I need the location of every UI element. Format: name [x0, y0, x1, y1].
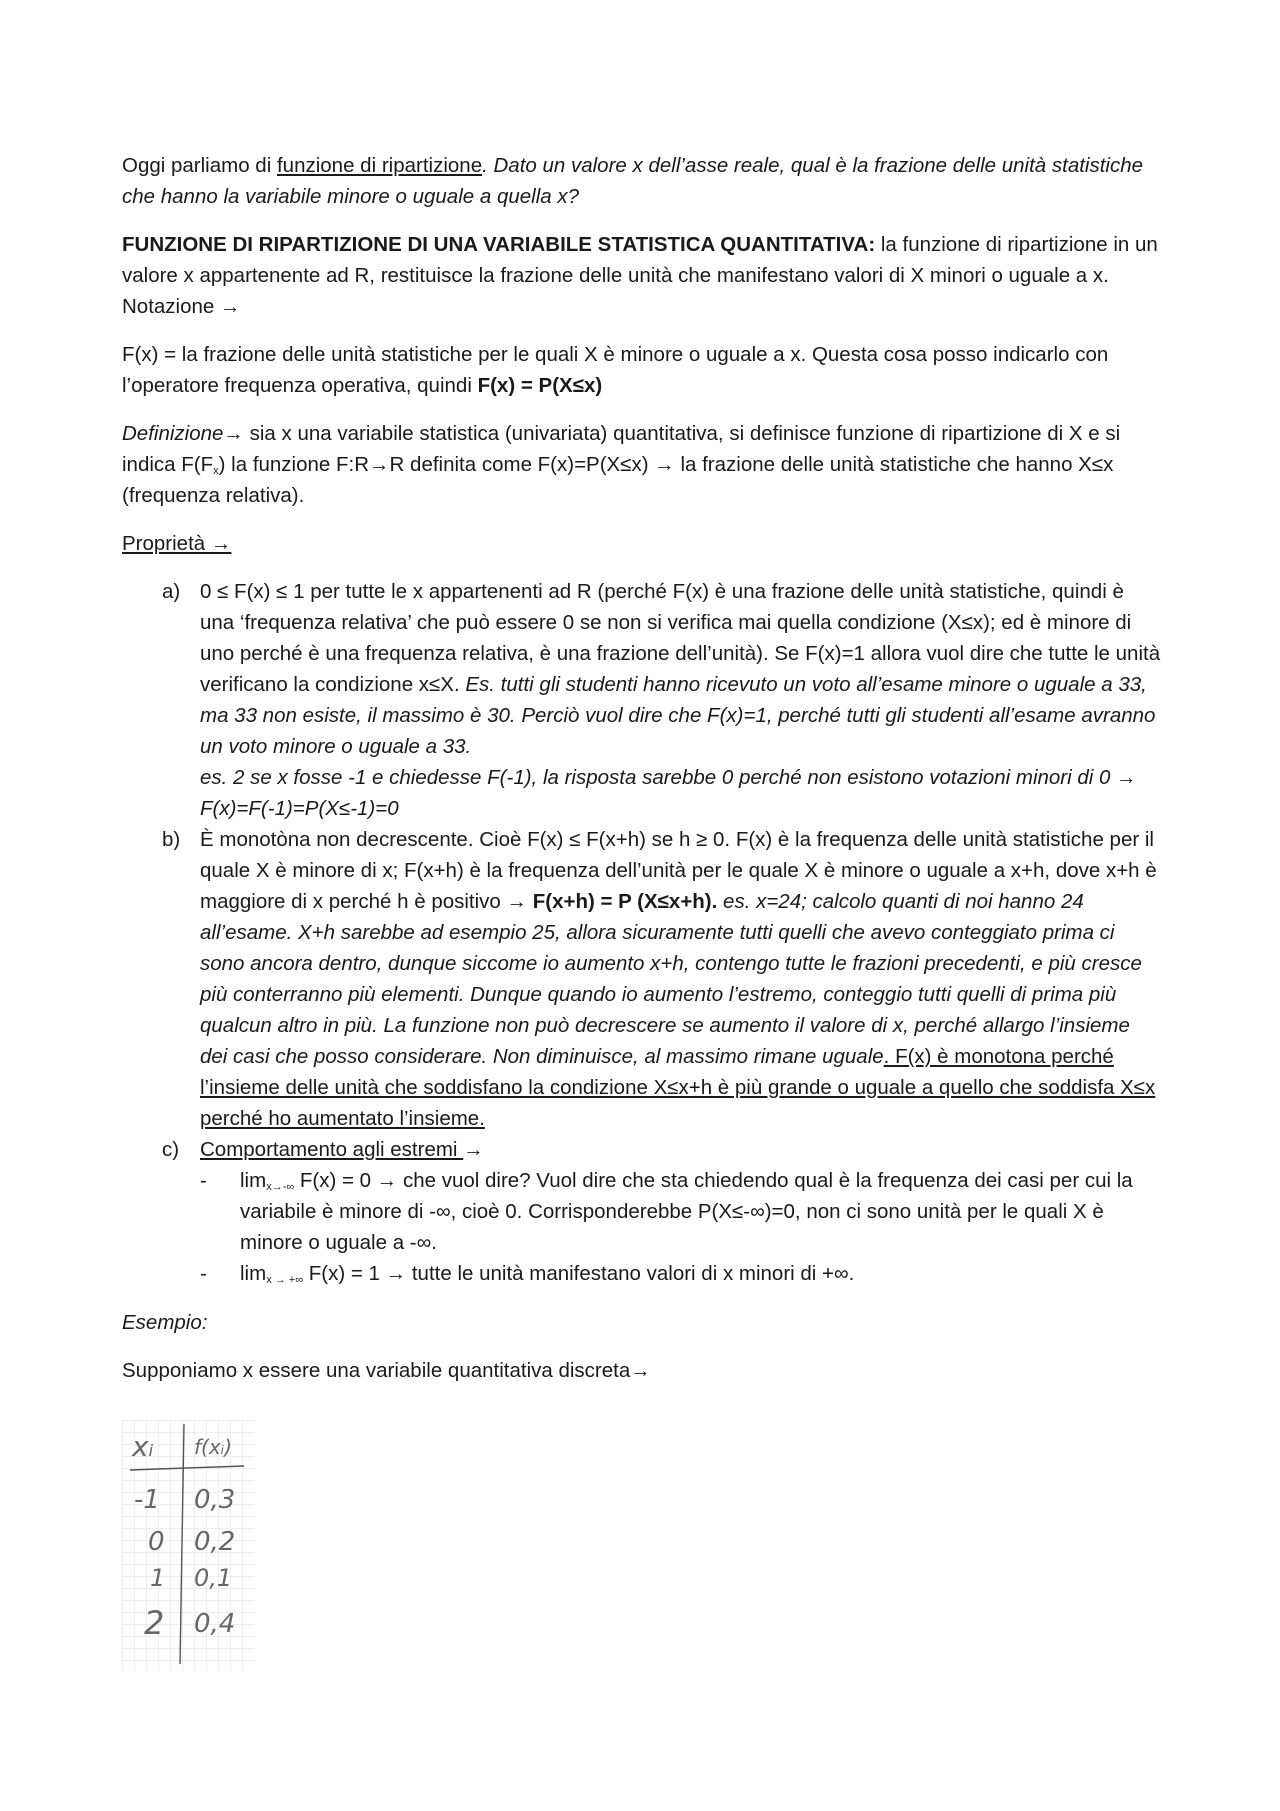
row-f-value: 0,4 [194, 1609, 236, 1639]
formal-definition-text-1: → sia x una variabile statistica (univariata) quantitativa, si definisce funzione di ripartizione di X e si indica F(F [122, 422, 1121, 476]
example-title: Esempio: [122, 1311, 208, 1334]
definition-text: la funzione di ripartizione in un valore x appartenente ad R, restituisce la frazione delle unità che manifestano valori di X minori o uguale a x. Notazione → [122, 233, 1158, 318]
property-b [122, 824, 1162, 1134]
example-intro-paragraph [122, 1355, 1162, 1386]
formal-definition-subscript: x [213, 465, 219, 477]
property-b-example: es. x=24; calcolo quanti di noi hanno 24 all’esame. X+h sarebbe ad esempio 25, allora sicuramente tutti quelli che avevo conteggiato prima ci sono ancora dentro, dunque siccome io aumento x+h, contengo tutte le frazioni precedenti, e più cresce più conterranno più elementi. Dunque quando io aumento l’estremo, conteggio tutti quelli di prima più qualcun altro in più. La funzione non può decrescere se aumento il valore di x, perché allargo l’insieme dei casi che posso considerare. Non diminuisce, al massimo rimane uguale [200, 890, 1142, 1068]
property-a-example-2: es. 2 se x fosse -1 e chiedesse F(-1), la risposta sarebbe 0 perché non esistono votazioni minori di 0 → F(x)=F(-1)=P(X≤-1)=0 [200, 766, 1137, 820]
header-x-label: xᵢ [132, 1430, 154, 1463]
definition-paragraph [122, 229, 1162, 322]
document-page [122, 150, 1162, 1403]
limit-subscript: x→-∞ [266, 1181, 295, 1193]
property-a-text: 0 ≤ F(x) ≤ 1 per tutte le x appartenenti ad R (perché F(x) è una frazione delle unità statistiche, quindi è una ‘frequenza relativa’ che può essere 0 se non si verifica mai quella condizione (X≤x); ed è minore di uno perché è una frequenza relativa, è una frazione dell’unità). Se F(x)=1 allora vuol dire che tutte le unità verificano la condizione x≤X. [200, 580, 1161, 696]
intro-term: funzione di ripartizione [276, 154, 483, 177]
properties-title: Proprietà → [122, 532, 232, 555]
header-f-label: f(xᵢ) [194, 1435, 233, 1459]
intro-paragraph [122, 150, 1162, 212]
arrow-icon: → [463, 1138, 484, 1161]
intro-text: Oggi parliamo di [122, 154, 277, 177]
property-a [122, 576, 1162, 824]
property-c-title: Comportamento agli estremi [200, 1138, 464, 1161]
property-b-text: È monotòna non decrescente. Cioè F(x) ≤ F(x+h) se h ≥ 0. F(x) è la frequenza delle unità statistiche per il quale X è minore di x; F(x+h) è la frequenza dell’unità per le quale X è minore o uguale a x+h, dove x+h è maggiore di x perché h è positivo → [200, 828, 1157, 913]
property-b-conclusion: . F(x) è monotona perché l’insieme delle unità che soddisfano la condizione X≤x+h è più grande o uguale a quello che soddisfa X≤x perché ho aumentato l’insieme. [200, 1045, 1156, 1130]
dash-bullet: - [200, 1262, 207, 1285]
handwritten-table-image [122, 1420, 254, 1670]
properties-heading [122, 528, 1162, 559]
example-intro-text: Supponiamo x essere una variabile quantitativa discreta→ [122, 1359, 651, 1382]
limit-text: F(x) = 1 → tutte le unità manifestano valori di x minori di +∞. [303, 1262, 855, 1285]
properties-list [122, 576, 1162, 1289]
row-x-value: 1 [150, 1564, 166, 1592]
property-label: c) [162, 1138, 180, 1161]
limit-subscript: x → +∞ [266, 1274, 304, 1286]
row-f-value: 0,1 [194, 1564, 233, 1592]
intro-question: . Dato un valore x dell’asse reale, qual è la frazione delle unità statistiche che hanno la variabile minore o uguale a quella x? [122, 154, 1144, 208]
property-c [122, 1134, 1162, 1289]
formal-definition-paragraph [122, 418, 1162, 511]
limit-minus-infinity [200, 1165, 1162, 1258]
limits-list [200, 1165, 1162, 1289]
row-x-value: 2 [144, 1604, 165, 1642]
example-heading [122, 1307, 1162, 1338]
limit-plus-infinity [200, 1258, 1162, 1289]
row-f-value: 0,2 [194, 1527, 236, 1557]
property-label: a) [162, 580, 181, 603]
notation-formula: F(x) = P(X≤x) [477, 374, 603, 397]
dash-bullet: - [200, 1169, 207, 1192]
limit-text: F(x) = 0 → che vuol dire? Vuol dire che sta chiedendo qual è la frequenza dei casi per cui la variabile è minore di -∞, cioè 0. Corrisponderebbe P(X≤-∞)=0, non ci sono unità per le quali X è minore o uguale a -∞. [240, 1169, 1133, 1254]
limit-symbol: lim [240, 1169, 267, 1192]
row-f-value: 0,3 [194, 1485, 236, 1515]
notation-text: F(x) = la frazione delle unità statistiche per le quali X è minore o uguale a x. Questa cosa posso indicarlo con l’operatore frequenza operativa, quindi [122, 343, 1109, 397]
property-b-formula: F(x+h) = P (X≤x+h). [532, 890, 718, 913]
property-label: b) [162, 828, 181, 851]
row-x-value: 0 [148, 1527, 165, 1557]
formal-definition-label: Definizione [122, 422, 224, 445]
definition-title: FUNZIONE DI RIPARTIZIONE DI UNA VARIABILE STATISTICA QUANTITATIVA: [122, 233, 876, 256]
formal-definition-text-2: ) la funzione F:R→R definita come F(x)=P(X≤x) → la frazione delle unità statistiche che hanno X≤x (frequenza relativa). [122, 453, 1114, 507]
property-a-example-1: Es. tutti gli studenti hanno ricevuto un voto all’esame minore o uguale a 33, ma 33 non esiste, il massimo è 30. Perciò vuol dire che F(x)=1, perché tutti gli studenti all’esame avranno un voto minore o uguale a 33. [200, 673, 1156, 758]
row-x-value: -1 [134, 1485, 160, 1515]
limit-symbol: lim [240, 1262, 267, 1285]
notation-paragraph [122, 339, 1162, 401]
